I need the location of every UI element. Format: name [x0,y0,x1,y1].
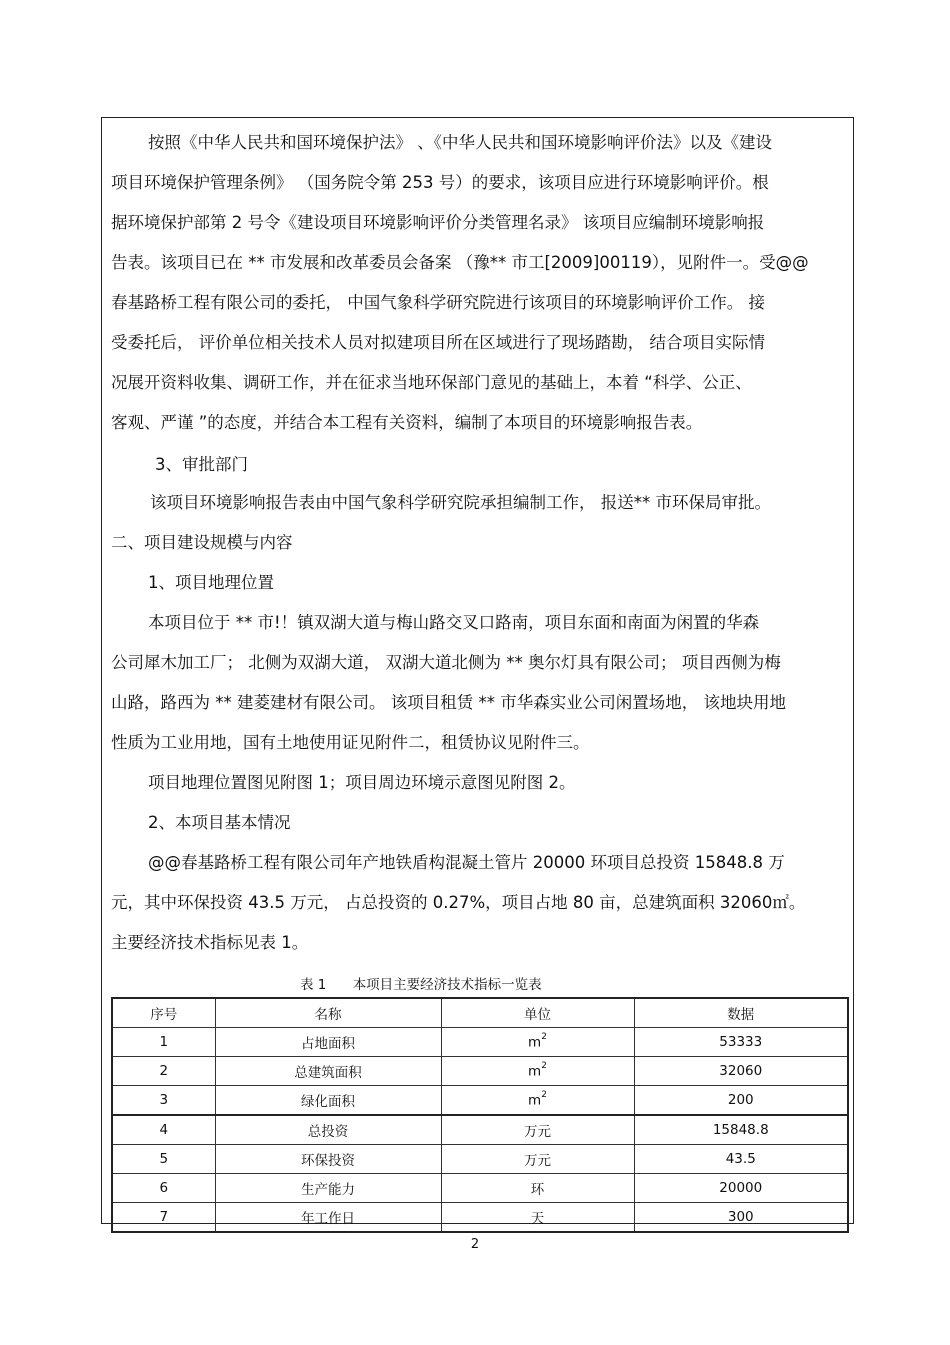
body-line: 山路，路西为 ** 建菱建材有限公司。 该项目租赁 ** 市华森实业公司闲置场地， 该地块用地 [111,693,786,712]
body-line: 主要经济技术指标见表 1。 [111,933,309,952]
unit-superscript: 2 [541,1060,547,1071]
table-cell: 万元 [441,1145,634,1174]
section-heading: 1、项目地理位置 [148,573,274,592]
body-line: 该项目环境影响报告表由中国气象科学研究院承担编制工作， 报送** 市环保局审批。 [150,493,771,512]
table-cell [441,1028,634,1057]
table-cell: 20000 [634,1174,848,1203]
header-cell: 序号 [112,998,215,1028]
table-cell: 32060 [634,1057,848,1086]
table-cell: 43.5 [634,1145,848,1174]
table-row [112,1028,848,1057]
table-caption-number: 表 1 [300,977,327,993]
table-cell: 年工作日 [215,1203,441,1233]
table-row [112,1057,848,1086]
body-line: 况展开资料收集、调研工作，并在征求当地环保部门意见的基础上，本着 “科学、公正、 [111,373,752,392]
body-line: 性质为工业用地，国有土地使用证见附件二，租赁协议见附件三。 [111,733,590,752]
body-line: 客观、严谨 ”的态度，并结合本工程有关资料，编制了本项目的环境影响报告表。 [111,413,703,432]
unit-text: m [528,1063,542,1080]
table-cell: 7 [112,1203,215,1233]
table-cell: 6 [112,1174,215,1203]
unit-text: m [528,1092,542,1109]
body-line: 公司犀木加工厂； 北侧为双湖大道， 双湖大道北侧为 ** 奥尔灯具有限公司； 项目西侧为梅 [111,653,781,672]
page-number: 2 [470,1237,480,1252]
table-cell: 环保投资 [215,1145,441,1174]
body-line: 据环境保护部第 2 号令《建设项目环境影响评价分类管理名录》 该项目应编制环境影响报 [111,213,765,232]
unit-superscript: 2 [541,1089,547,1100]
table-cell: 绿化面积 [215,1086,441,1116]
body-line: 告表。该项目已在 ** 市发展和改革委员会备案 （豫** 市工[2009]00119），见附件一。受@@ [111,253,809,272]
table-cell: 2 [112,1057,215,1086]
indicators-table [111,997,849,1233]
section-heading: 2、本项目基本情况 [148,813,291,832]
table-cell: 占地面积 [215,1028,441,1057]
table-caption-text: 本项目主要经济技术指标一览表 [352,977,542,993]
table-cell: 5 [112,1145,215,1174]
body-line: 按照《中华人民共和国环境保护法》 、《中华人民共和国环境影响评价法》以及《建设 [148,133,772,152]
table-row [112,1145,848,1174]
table-cell: 总投资 [215,1115,441,1145]
header-cell: 单位 [441,998,634,1028]
table-cell [441,1086,634,1116]
table-row [112,1115,848,1145]
table-cell: 200 [634,1086,848,1116]
section-heading: 二、项目建设规模与内容 [111,533,293,552]
table-caption [300,973,564,993]
table-cell: 53333 [634,1028,848,1057]
body-line: 本项目位于 ** 市!！镇双湖大道与梅山路交叉口路南，项目东面和南面为闲置的华森 [148,613,760,632]
header-cell: 名称 [215,998,441,1028]
table-cell: 1 [112,1028,215,1057]
body-line: 春基路桥工程有限公司的委托， 中国气象科学研究院进行该项目的环境影响评价工作。 接 [111,293,765,312]
table-row [112,1174,848,1203]
body-line: 元，其中环保投资 43.5 万元， 占总投资的 0.27%，项目占地 80 亩，总建筑面积 32060㎡。 [111,893,806,912]
table-cell: 环 [441,1174,634,1203]
table-cell [441,1057,634,1086]
table-cell: 天 [441,1203,634,1233]
table-cell: 3 [112,1086,215,1116]
unit-text: m [528,1034,542,1051]
table-row [112,1086,848,1116]
header-cell: 数据 [634,998,848,1028]
table-cell: 4 [112,1115,215,1145]
unit-superscript: 2 [541,1031,547,1042]
body-line: 项目地理位置图见附图 1；项目周边环境示意图见附图 2。 [148,773,576,792]
body-line: 受委托后， 评价单位相关技术人员对拟建项目所在区域进行了现场踏勘， 结合项目实际情 [111,333,765,352]
body-line: @@春基路桥工程有限公司年产地铁盾构混凝土管片 20000 环项目总投资 15848.8 万 [148,853,785,872]
section-heading: 3、审批部门 [155,455,248,474]
body-line: 项目环境保护管理条例》 （国务院令第 253 号）的要求，该项目应进行环境影响评价。根 [111,173,769,192]
table-row [112,1203,848,1233]
table-cell: 总建筑面积 [215,1057,441,1086]
table-cell: 生产能力 [215,1174,441,1203]
table-cell: 300 [634,1203,848,1233]
table-cell: 15848.8 [634,1115,848,1145]
table-header-row [112,998,848,1028]
table-cell: 万元 [441,1115,634,1145]
